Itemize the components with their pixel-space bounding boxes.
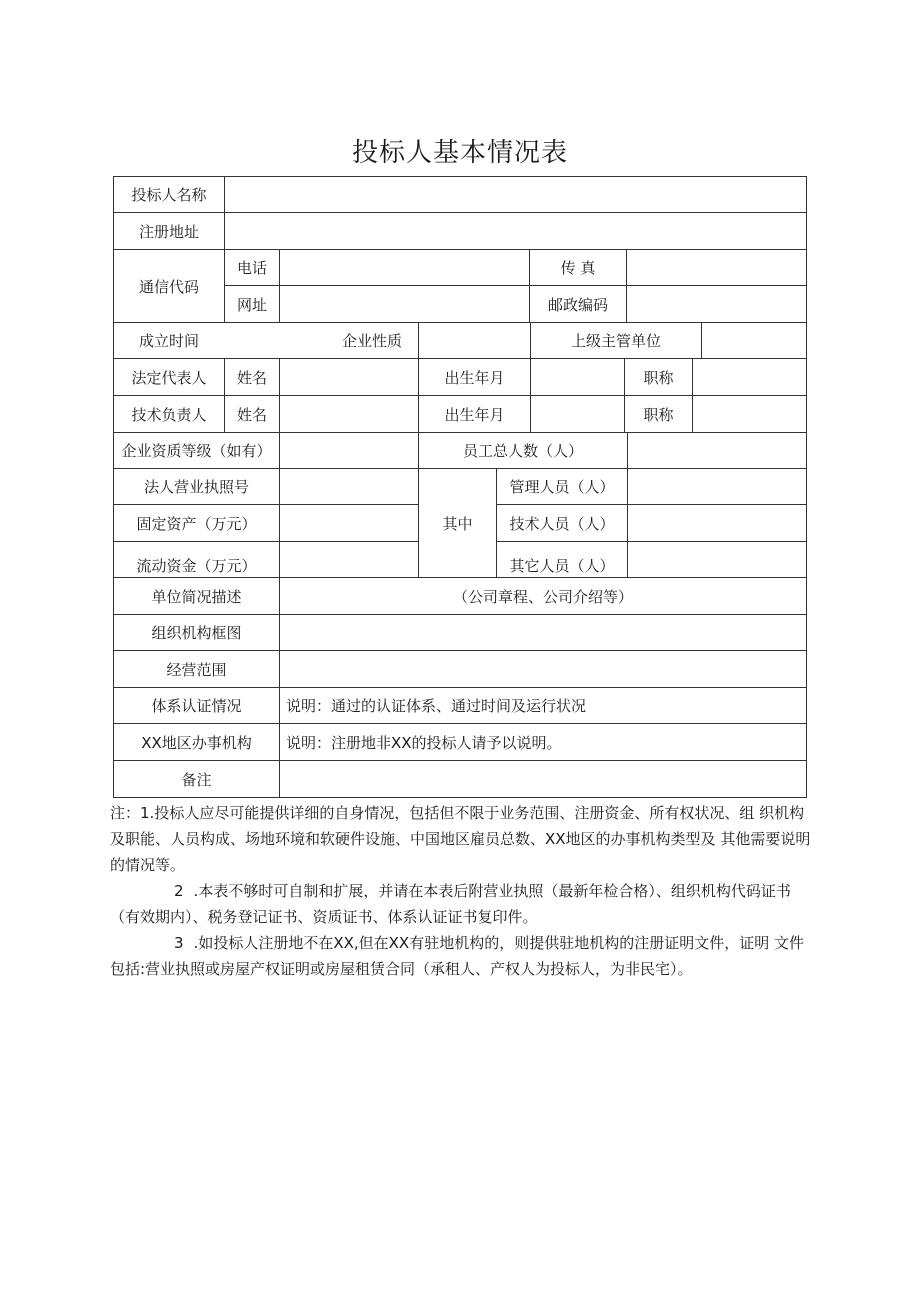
reg-address-label: 注册地址 xyxy=(138,222,199,241)
scope-label: 经营范围 xyxy=(166,660,227,679)
local-office-hint: 说明：注册地非XX的投标人请予以说明。 xyxy=(286,733,562,752)
name-label: 姓名 xyxy=(236,368,267,387)
contact-label: 通信代码 xyxy=(138,277,199,296)
managers-label: 管理人员（人） xyxy=(509,478,615,496)
table-rule xyxy=(626,249,627,322)
table-rule xyxy=(279,249,280,322)
fax-label: 传 真 xyxy=(560,259,596,277)
note-2 xyxy=(110,878,814,930)
table-rule xyxy=(113,797,807,798)
postcode-label: 邮政编码 xyxy=(547,295,608,314)
local-office-label: XX地区办事机构 xyxy=(141,733,252,752)
note-2-number: 2 xyxy=(174,882,184,900)
working-capital-label: 流动资金（万元） xyxy=(136,556,257,575)
legal-rep-label: 法定代表人 xyxy=(131,368,207,387)
birth-label: 出生年月 xyxy=(444,405,505,424)
among-label: 其中 xyxy=(442,514,473,533)
note-3-number: 3 xyxy=(174,934,184,952)
title-label: 职称 xyxy=(643,405,674,424)
superior-label: 上级主管单位 xyxy=(570,332,661,350)
others-label: 其它人员（人） xyxy=(509,556,615,575)
note-3 xyxy=(110,930,814,982)
website-label: 网址 xyxy=(236,295,267,314)
table-rule xyxy=(627,432,628,577)
note-1 xyxy=(110,800,814,878)
birth-label: 出生年月 xyxy=(444,368,505,387)
note-1-text: 1.投标人应尽可能提供详细的自身情况，包括但不限于业务范围、注册资金、所有权状况、组 织机构及职能、人员构成、场地环境和软硬件设施、中国地区雇员总数、XX地区的办事机构类型及 其他需要说明的情况等。 xyxy=(110,804,811,874)
table-rule xyxy=(496,541,807,542)
table-rule xyxy=(113,541,418,542)
founded-label: 成立时间 xyxy=(138,332,199,350)
page-title: 投标人基本情况表 xyxy=(351,138,568,168)
note-3-text: .如投标人注册地不在XX,但在XX有驻地机构的，则提供驻地机构的注册证明文件，证明 文件包括:营业执照或房屋产权证明或房屋租赁合同（承租人、产权人为投标人，为非民宅）。 xyxy=(110,934,804,978)
certification-label: 体系认证情况 xyxy=(151,697,242,715)
staff-total-label: 员工总人数（人） xyxy=(462,442,583,460)
qualification-label: 企业资质等级（如有） xyxy=(121,442,272,460)
table-rule xyxy=(806,176,807,798)
table-rule xyxy=(692,358,693,432)
fixed-assets-label: 固定资产（万元） xyxy=(136,514,257,533)
remarks-label: 备注 xyxy=(181,770,212,789)
tech-head-label: 技术负责人 xyxy=(131,405,207,424)
name-label: 姓名 xyxy=(236,405,267,424)
profile-hint: （公司章程、公司介绍等） xyxy=(452,587,633,606)
license-no-label: 法人营业执照号 xyxy=(143,478,249,496)
table-rule xyxy=(701,322,702,358)
org-chart-label: 组织机构框图 xyxy=(151,624,242,642)
note-2-text: .本表不够时可自制和扩展，并请在本表后附营业执照（最新年检合格）、组织机构代码证书（有效期内）、税务登记证书、资质证书、体系认证证书复印件。 xyxy=(110,882,791,926)
title-label: 职称 xyxy=(643,368,674,387)
table-rule xyxy=(279,358,280,432)
certification-hint: 说明：通过的认证体系、通过时间及运行状况 xyxy=(286,697,587,715)
notes xyxy=(110,800,814,982)
table-rule xyxy=(224,285,807,286)
nature-label: 企业性质 xyxy=(341,332,402,350)
bidder-name-label: 投标人名称 xyxy=(131,186,207,204)
phone-label: 电话 xyxy=(236,259,267,277)
profile-label: 单位简况描述 xyxy=(151,587,242,606)
technicians-label: 技术人员（人） xyxy=(509,514,615,533)
notes-prefix: 注： xyxy=(110,804,141,822)
